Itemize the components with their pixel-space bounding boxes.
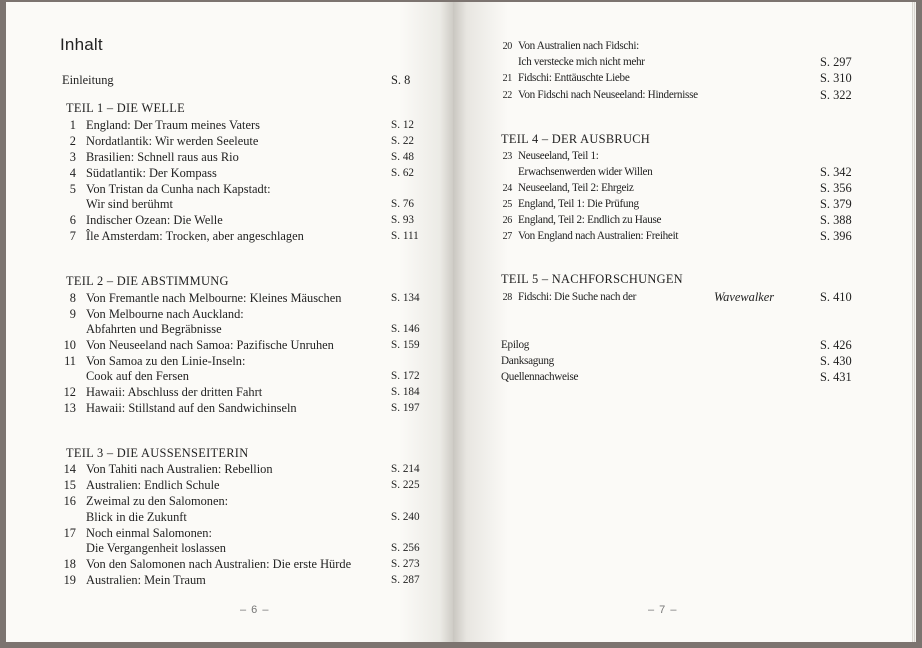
chapter-page: S. 310 [820, 71, 852, 85]
chapter-page: S. 356 [820, 181, 852, 195]
chapter-number: 8 [69, 291, 76, 305]
chapter-title: Erwachsenwerden wider Willen [518, 166, 653, 178]
chapter-number: 28 [502, 292, 512, 303]
chapter-page: S. 379 [820, 197, 852, 211]
chapter-number: 11 [64, 354, 76, 368]
part-heading: TEIL 5 – NACHFORSCHUNGEN [501, 272, 683, 286]
chapter-number: 15 [63, 478, 76, 492]
chapter-page: S. 322 [820, 88, 852, 102]
page-edge [912, 2, 916, 642]
chapter-title: Von Tahiti nach Australien: Rebellion [86, 462, 273, 476]
chapter-number: 16 [63, 494, 76, 508]
chapter-page: S. 240 [391, 511, 420, 523]
chapter-number: 27 [502, 231, 512, 242]
chapter-number: 4 [69, 166, 76, 180]
chapter-title: Brasilien: Schnell raus aus Rio [86, 150, 239, 164]
chapter-number: 18 [63, 557, 76, 571]
chapter-page: S. 172 [391, 370, 420, 382]
backmatter-title: Quellennachweise [501, 371, 579, 383]
chapter-title: England, Teil 1: Die Prüfung [518, 198, 639, 210]
part-heading: TEIL 3 – DIE AUSSENSEITERIN [66, 446, 249, 460]
chapter-title: Südatlantik: Der Kompass [86, 166, 217, 180]
page-number-right: – 7 – [648, 604, 678, 616]
intro-entry-page: S. 8 [391, 73, 411, 87]
chapter-title: Ich verstecke mich nicht mehr [518, 56, 645, 68]
chapter-page: S. 287 [391, 574, 420, 586]
chapter-title: Abfahrten und Begräbnisse [86, 322, 222, 336]
chapter-number: 24 [502, 183, 512, 194]
chapter-page: S. 297 [820, 55, 852, 69]
chapter-title: England, Teil 2: Endlich zu Hause [518, 214, 662, 226]
chapter-page: S. 62 [391, 167, 415, 179]
backmatter-title: Danksagung [501, 355, 554, 367]
chapter-number: 9 [69, 307, 76, 321]
chapter-page: S. 225 [391, 479, 420, 491]
chapter-page: S. 184 [391, 386, 420, 398]
chapter-title: Blick in die Zukunft [86, 510, 187, 524]
chapter-title: Wir sind berühmt [86, 197, 173, 211]
chapter-title: Île Amsterdam: Trocken, aber angeschlagen [86, 229, 304, 243]
chapter-title: Von England nach Australien: Freiheit [518, 230, 679, 242]
chapter-number: 23 [502, 151, 512, 162]
chapter-title: Von Fremantle nach Melbourne: Kleines Mäuschen [86, 291, 342, 305]
part-heading: TEIL 1 – DIE WELLE [66, 101, 185, 115]
chapter-title: Neuseeland, Teil 2: Ehrgeiz [518, 182, 634, 194]
chapter-title: Hawaii: Stillstand auf den Sandwichinseln [86, 401, 297, 415]
chapter-page: S. 93 [391, 214, 415, 226]
chapter-page: S. 197 [391, 402, 420, 414]
chapter-number: 25 [502, 199, 512, 210]
chapter-page: S. 273 [391, 558, 420, 570]
chapter-page: S. 12 [391, 119, 415, 131]
chapter-page: S. 410 [820, 290, 852, 304]
chapter-title: Die Vergangenheit loslassen [86, 541, 226, 555]
chapter-title-italic: Wavewalker [714, 290, 775, 304]
chapter-number: 21 [502, 73, 512, 84]
chapter-title: Australien: Endlich Schule [86, 478, 220, 492]
chapter-title: Von Tristan da Cunha nach Kapstadt: [86, 182, 271, 196]
chapter-number: 1 [69, 118, 76, 132]
chapter-page: S. 134 [391, 292, 420, 304]
chapter-number: 5 [69, 182, 76, 196]
chapter-title: Nordatlantik: Wir werden Seeleute [86, 134, 259, 148]
chapter-page: S. 342 [820, 165, 852, 179]
chapter-title: Australien: Mein Traum [86, 573, 206, 587]
chapter-page: S. 159 [391, 339, 420, 351]
chapter-number: 19 [63, 573, 76, 587]
chapter-page: S. 48 [391, 151, 415, 163]
chapter-title: Von Fidschi nach Neuseeland: Hindernisse [518, 89, 698, 101]
chapter-number: 20 [502, 41, 512, 52]
chapter-title: Cook auf den Fersen [86, 369, 189, 383]
chapter-number: 13 [63, 401, 76, 415]
chapter-page: S. 22 [391, 135, 415, 147]
backmatter-page: S. 431 [820, 370, 852, 384]
chapter-number: 6 [69, 213, 76, 227]
backmatter-title: Epilog [501, 339, 530, 351]
part-heading: TEIL 2 – DIE ABSTIMMUNG [66, 274, 229, 288]
chapter-number: 14 [63, 462, 76, 476]
chapter-number: 3 [69, 150, 76, 164]
chapter-number: 17 [63, 526, 76, 540]
toc-heading: Inhalt [60, 35, 103, 54]
chapter-number: 10 [63, 338, 76, 352]
chapter-page: S. 214 [391, 463, 420, 475]
intro-entry-title: Einleitung [62, 73, 114, 87]
page-number-left: – 6 – [240, 604, 270, 616]
chapter-page: S. 76 [391, 198, 415, 210]
backmatter-page: S. 430 [820, 354, 852, 368]
chapter-number: 7 [69, 229, 76, 243]
chapter-title: Hawaii: Abschluss der dritten Fahrt [86, 385, 263, 399]
part-heading: TEIL 4 – DER AUSBRUCH [501, 132, 651, 146]
chapter-title: Fidschi: Die Suche nach der [518, 291, 637, 303]
chapter-number: 12 [63, 385, 76, 399]
chapter-page: S. 111 [391, 230, 419, 242]
chapter-title: Zweimal zu den Salomonen: [86, 494, 229, 508]
chapter-number: 26 [502, 215, 512, 226]
chapter-number: 2 [69, 134, 76, 148]
chapter-title: Noch einmal Salomonen: [86, 526, 212, 540]
chapter-title: Von Neuseeland nach Samoa: Pazifische Unruhen [86, 338, 334, 352]
backmatter-page: S. 426 [820, 338, 852, 352]
chapter-title: Fidschi: Enttäuschte Liebe [518, 72, 630, 84]
chapter-page: S. 256 [391, 542, 420, 554]
chapter-title: Neuseeland, Teil 1: [518, 150, 599, 162]
chapter-title: Von Melbourne nach Auckland: [86, 307, 244, 321]
chapter-title: Von Australien nach Fidschi: [518, 40, 639, 52]
chapter-title: England: Der Traum meines Vaters [86, 118, 260, 132]
chapter-title: Indischer Ozean: Die Welle [86, 213, 223, 227]
chapter-page: S. 388 [820, 213, 852, 227]
chapter-page: S. 146 [391, 323, 420, 335]
chapter-number: 22 [502, 90, 512, 101]
chapter-title: Von den Salomonen nach Australien: Die erste Hürde [86, 557, 352, 571]
chapter-title: Von Samoa zu den Linie-Inseln: [86, 354, 246, 368]
chapter-page: S. 396 [820, 229, 852, 243]
